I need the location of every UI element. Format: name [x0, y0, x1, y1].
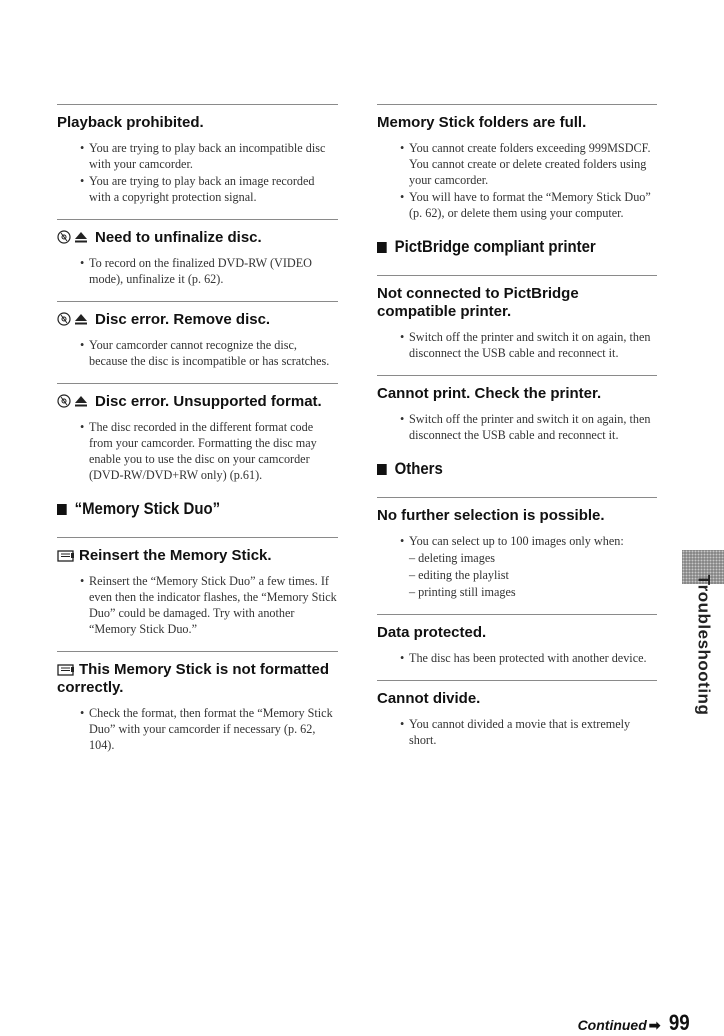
bullet: • Switch off the printer and switch it on again, then disconnect the USB cable and reconnect it. [409, 411, 657, 443]
entry-need-unfinalize [57, 219, 338, 287]
bullet-list [377, 533, 657, 600]
section-tab-label: Troubleshooting [694, 574, 713, 716]
entry-title: Playback prohibited. [57, 114, 204, 131]
page-number: 99 [668, 1010, 690, 1035]
page-footer [578, 1010, 691, 1036]
bullet: • Check the format, then format the “Memory Stick Duo” with your camcorder if necessary (p. 62, 104). [89, 705, 338, 753]
entry-title: Reinsert the Memory Stick. [57, 547, 338, 565]
entry-title: Cannot print. Check the printer. [377, 385, 602, 402]
bullet: • You are trying to play back an image recorded with a copyright protection signal. [89, 173, 338, 205]
entry-title: Need to unfinalize disc. [57, 229, 338, 247]
bullet-list [377, 329, 657, 361]
bullet-list [377, 650, 657, 666]
entry-not-connected-pictbridge [377, 275, 657, 361]
sub-item: – editing the playlist [409, 568, 509, 582]
section-heading-memory-stick: “Memory Stick Duo” [57, 499, 304, 519]
bullet: • Reinsert the “Memory Stick Duo” a few times. If even then the indicator flashes, the “Memory Stick Duo” could be damaged. Try with another “Memory Stick Duo.” [89, 573, 338, 637]
entry-disc-error-unsupported [57, 383, 338, 483]
memory-stick-icon [57, 549, 75, 562]
sub-item: – deleting images [409, 551, 495, 565]
entry-cannot-print [377, 375, 657, 443]
entry-reinsert-memory-stick [57, 537, 338, 637]
bullet: • You are trying to play back an incompatible disc with your camcorder. [89, 140, 338, 172]
section-square-icon [377, 242, 387, 253]
entry-title: Disc error. Remove disc. [57, 311, 338, 329]
bullet: • You cannot create folders exceeding 999MSDCF. You cannot create or delete created folders using your camcorder. [409, 140, 657, 188]
sub-item: – printing still images [409, 585, 516, 599]
left-column [57, 104, 338, 767]
section-heading-others: Others [377, 459, 623, 479]
section-square-icon [57, 504, 67, 515]
bullet: • The disc recorded in the different format code from your camcorder. Formatting the disc may enable you to use the disc on your camcorder (DVD-RW/DVD+RW only) (p.61). [89, 419, 338, 483]
continued-label: Continued [577, 1017, 647, 1033]
section-square-icon [377, 464, 387, 475]
bullet: • To record on the finalized DVD-RW (VIDEO mode), unfinalize it (p. 62). [89, 255, 338, 287]
disc-eject-icon [57, 230, 91, 244]
entry-title: Memory Stick folders are full. [377, 114, 587, 131]
right-column [377, 104, 657, 762]
entry-memory-stick-not-formatted [57, 651, 338, 753]
entry-title: Cannot divide. [377, 690, 481, 707]
bullet-list [57, 255, 338, 287]
entry-title: No further selection is possible. [377, 507, 605, 524]
bullet-list [57, 140, 338, 205]
disc-eject-icon [57, 394, 91, 408]
bullet-list [377, 411, 657, 443]
bullet-list [57, 337, 338, 369]
bullet-list [377, 716, 657, 748]
bullet: • Switch off the printer and switch it on again, then disconnect the USB cable and reconnect it. [409, 329, 657, 361]
entry-memory-stick-folders-full [377, 104, 657, 221]
bullet-list [57, 705, 338, 753]
entry-title: Data protected. [377, 624, 487, 641]
section-heading-pictbridge: PictBridge compliant printer [377, 237, 623, 257]
entry-title: Not connected to PictBridge compatible printer. [377, 285, 579, 320]
disc-eject-icon [57, 312, 91, 326]
bullet: • You cannot divided a movie that is extremely short. [409, 716, 657, 748]
bullet: • Your camcorder cannot recognize the disc, because the disc is incompatible or has scratches. [89, 337, 338, 369]
bullet: • The disc has been protected with another device. [409, 650, 657, 666]
bullet-list [57, 573, 338, 637]
entry-disc-error-remove [57, 301, 338, 369]
entry-title: This Memory Stick is not formatted correctly. [57, 661, 330, 696]
bullet: • You can select up to 100 images only when: [409, 533, 657, 549]
entry-title: Disc error. Unsupported format. [57, 393, 338, 411]
bullet: • You will have to format the “Memory Stick Duo” (p. 62), or delete them using your computer. [409, 189, 657, 221]
entry-data-protected [377, 614, 657, 666]
right-arrow-icon: ➡ [648, 1017, 661, 1033]
entry-playback-prohibited [57, 104, 338, 205]
entry-no-further-selection [377, 497, 657, 600]
bullet-list [377, 140, 657, 221]
bullet-list [57, 419, 338, 483]
memory-stick-icon [57, 663, 75, 676]
entry-cannot-divide [377, 680, 657, 748]
